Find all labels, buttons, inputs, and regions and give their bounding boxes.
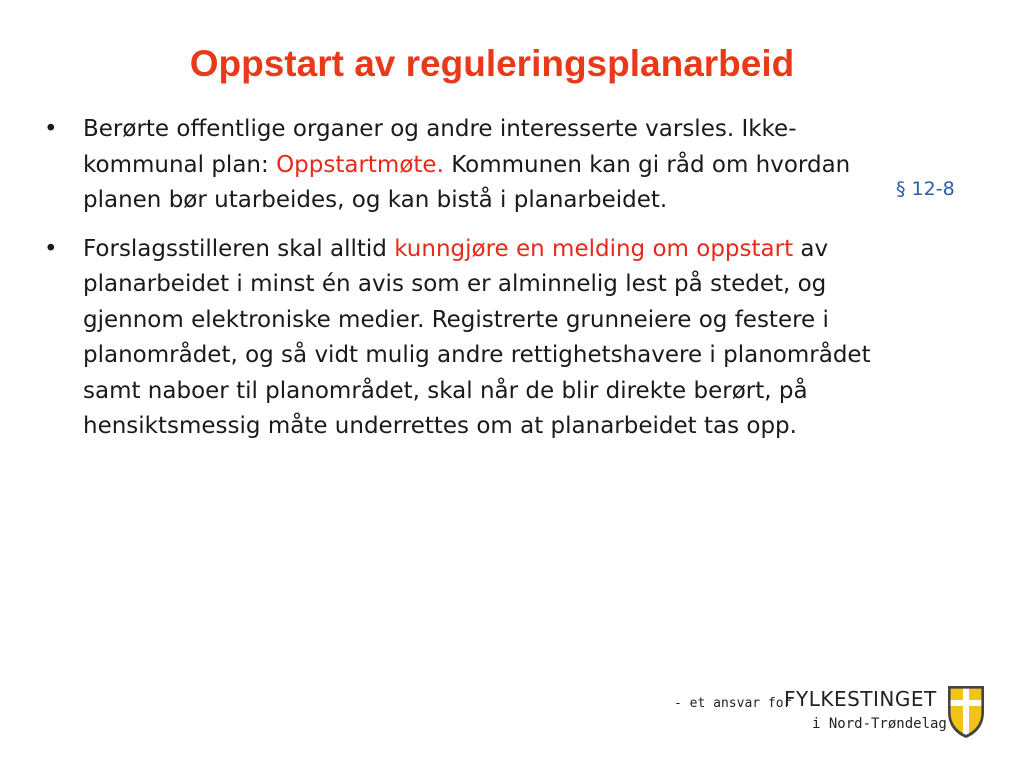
footer-region: i Nord-Trøndelag (812, 716, 947, 732)
coat-of-arms-icon (946, 684, 986, 740)
footer-logo (660, 684, 990, 744)
bullet-glyph: • (44, 235, 58, 262)
slide-title: Oppstart av reguleringsplanarbeid (189, 43, 795, 84)
footer-tagline: - et ansvar for (674, 696, 792, 711)
bullet-list (44, 112, 874, 458)
bullet-text: Forslagsstilleren skal alltid (83, 235, 395, 262)
bullet-item (44, 232, 874, 445)
bullet-text: Berørte offentlige organer og andre interesserte varsles. Ikke-kommunal plan: (83, 116, 797, 178)
law-reference: § 12-8 (896, 178, 955, 200)
bullet-glyph: • (44, 116, 58, 142)
bullet-text: av planarbeidet i minst én avis som er alminnelig lest på stedet, og gjennom elektroniske medier. Registrerte grunneiere og festere i planområdet, og så vidt mulig andre rettighetshavere i planområdet samt naboer til planområdet, skal når de blir direkte berørt, på hensiktsmessig måte underrettes om at planarbeidet tas opp. (83, 235, 871, 439)
bullet-text: Kommunen kan gi råd om hvordan planen bør utarbeides, og kan bistå i planarbeidet. (83, 151, 851, 213)
footer-brand: FYLKESTINGET (784, 687, 937, 711)
bullet-item (44, 112, 874, 219)
highlighted-text: kunngjøre en melding om oppstart (394, 235, 794, 262)
highlighted-text: Oppstartmøte. (276, 151, 444, 178)
